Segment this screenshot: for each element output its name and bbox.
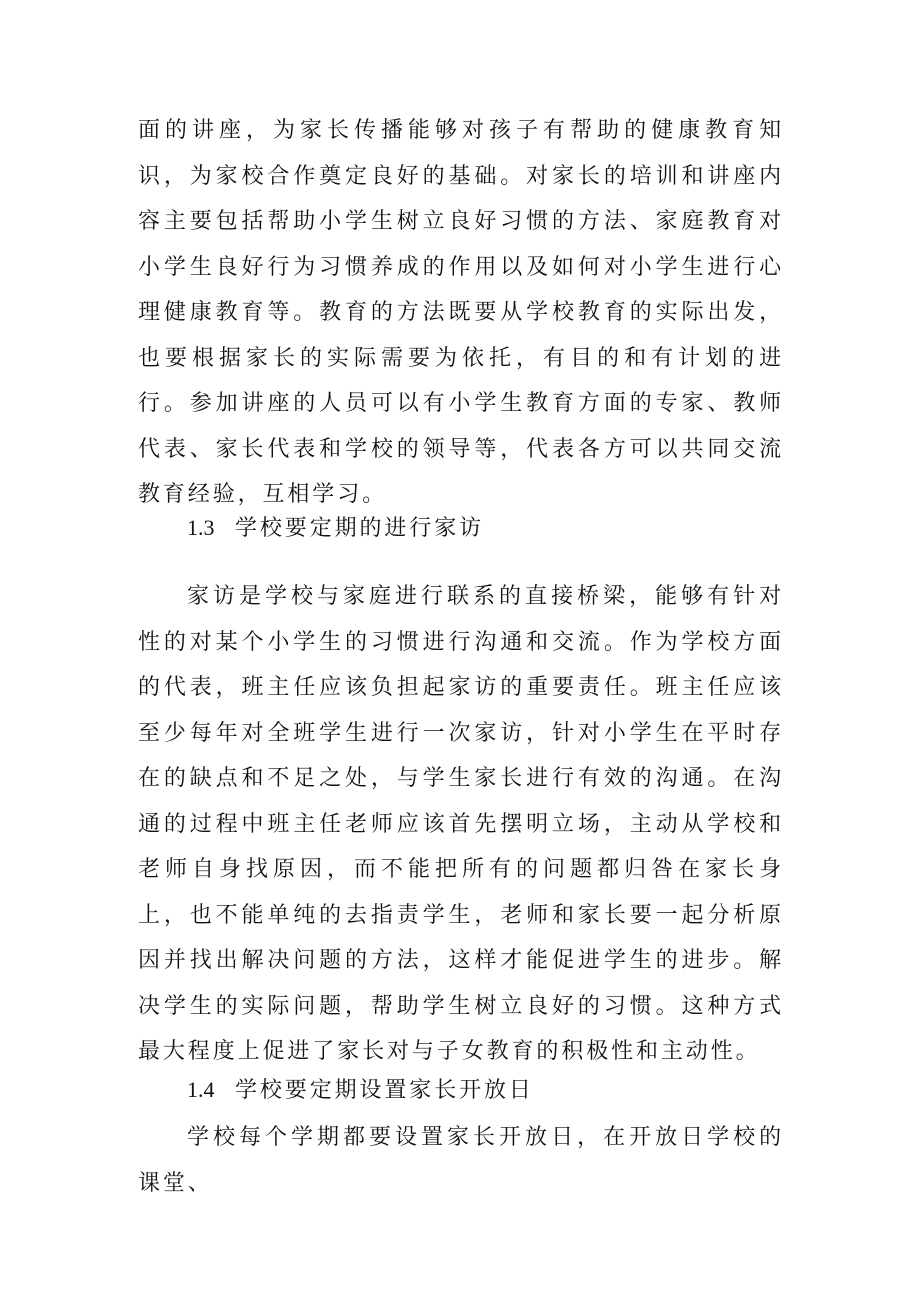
section-heading-1-4 — [187, 1067, 534, 1114]
paragraph-open-day: 学校每个学期都要设置家长开放日，在开放日学校的课堂、 — [138, 1125, 784, 1196]
section-title: 学校要定期的进行家访 — [235, 516, 485, 541]
section-number: 1.3 — [187, 515, 215, 540]
section-heading-1-3 — [187, 505, 484, 552]
section-title: 学校要定期设置家长开放日 — [235, 1078, 534, 1103]
paragraph-lecture-content: 面的讲座，为家长传播能够对孩子有帮助的健康教育知识，为家校合作奠定良好的基础。对家长的培训和讲座内容主要包括帮助小学生树立良好习惯的方法、家庭教育对小学生良好行为习惯养成的作用以及如何对小学生进行心理健康教育等。教育的方法既要从学校教育的实际出发，也要根据家长的实际需要为依托，有目的和有计划的进行。参加讲座的人员可以有小学生教育方面的专家、教师代表、家长代表和学校的领导等，代表各方可以共同交流教育经验，互相学习。 — [138, 118, 784, 507]
paragraph-home-visit: 家访是学校与家庭进行联系的直接桥梁，能够有针对性的对某个小学生的习惯进行沟通和交流。作为学校方面的代表，班主任应该负担起家访的重要责任。班主任应该至少每年对全班学生进行一次家访，针对小学生在平时存在的缺点和不足之处，与学生家长进行有效的沟通。在沟通的过程中班主任老师应该首先摆明立场，主动从学校和老师自身找原因，而不能把所有的问题都归咎在家长身上，也不能单纯的去指责学生，老师和家长要一起分析原因并找出解决问题的方法，这样才能促进学生的进步。解决学生的实际问题，帮助学生树立良好的习惯。这种方式最大程度上促进了家长对与子女教育的积极性和主动性。 — [138, 584, 784, 1064]
section-number: 1.4 — [187, 1077, 215, 1102]
